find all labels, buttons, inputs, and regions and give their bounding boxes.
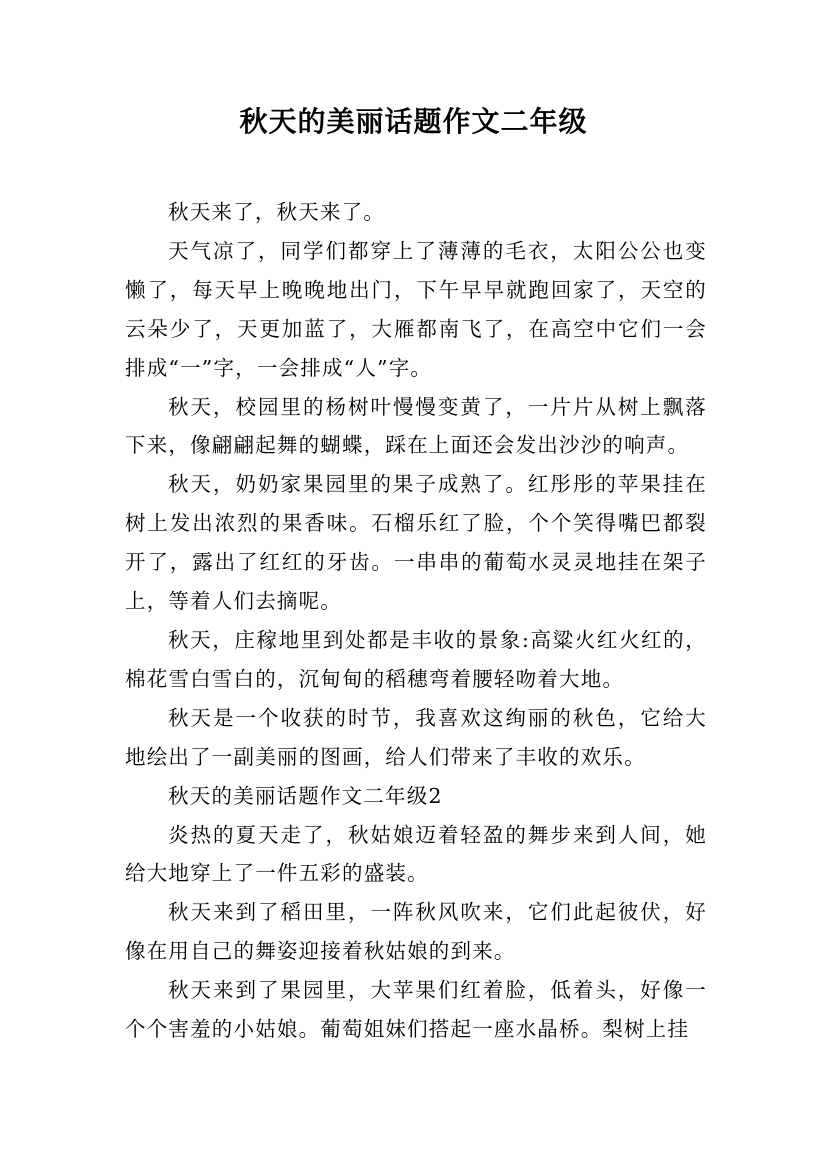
paragraph: 秋天，校园里的杨树叶慢慢变黄了，一片片从树上飘落下来，像翩翩起舞的蝴蝶，踩在上面还会发出沙沙的响声。 <box>125 394 707 458</box>
paragraph: 秋天来了，秋天来了。 <box>168 200 386 224</box>
paragraph: 天气凉了，同学们都穿上了薄薄的毛衣，太阳公公也变懒了，每天早上晚晚地出门，下午早早就跑回家了，天空的云朵少了，天更加蓝了，大雁都南飞了，在高空中它们一会排成“一”字，一会排成“人”字。 <box>125 238 707 380</box>
document-body <box>125 193 707 1049</box>
paragraph: 秋天是一个收获的时节，我喜欢这绚丽的秋色，它给大地绘出了一副美丽的图画，给人们带来了丰收的欢乐。 <box>125 705 707 769</box>
section-heading: 秋天的美丽话题作文二年级2 <box>168 783 443 808</box>
paragraph: 秋天来到了果园里，大苹果们红着脸，低着头，好像一个个害羞的小姑娘。葡萄姐妹们搭起一座水晶桥。梨树上挂 <box>125 978 707 1042</box>
paragraph: 秋天，庄稼地里到处都是丰收的景象:高粱火红火红的，棉花雪白雪白的，沉甸甸的稻穗弯着腰轻吻着大地。 <box>125 627 707 691</box>
paragraph: 炎热的夏天走了，秋姑娘迈着轻盈的舞步来到人间，她给大地穿上了一件五彩的盛装。 <box>125 822 707 886</box>
paragraph: 秋天，奶奶家果园里的果子成熟了。红彤彤的苹果挂在树上发出浓烈的果香味。石榴乐红了脸，个个笑得嘴巴都裂开了，露出了红红的牙齿。一串串的葡萄水灵灵地挂在架子上，等着人们去摘呢。 <box>125 472 707 614</box>
document-title: 秋天的美丽话题作文二年级 <box>239 105 588 138</box>
paragraph: 秋天来到了稻田里，一阵秋风吹来，它们此起彼伏，好像在用自己的舞姿迎接着秋姑娘的到来。 <box>125 900 707 964</box>
